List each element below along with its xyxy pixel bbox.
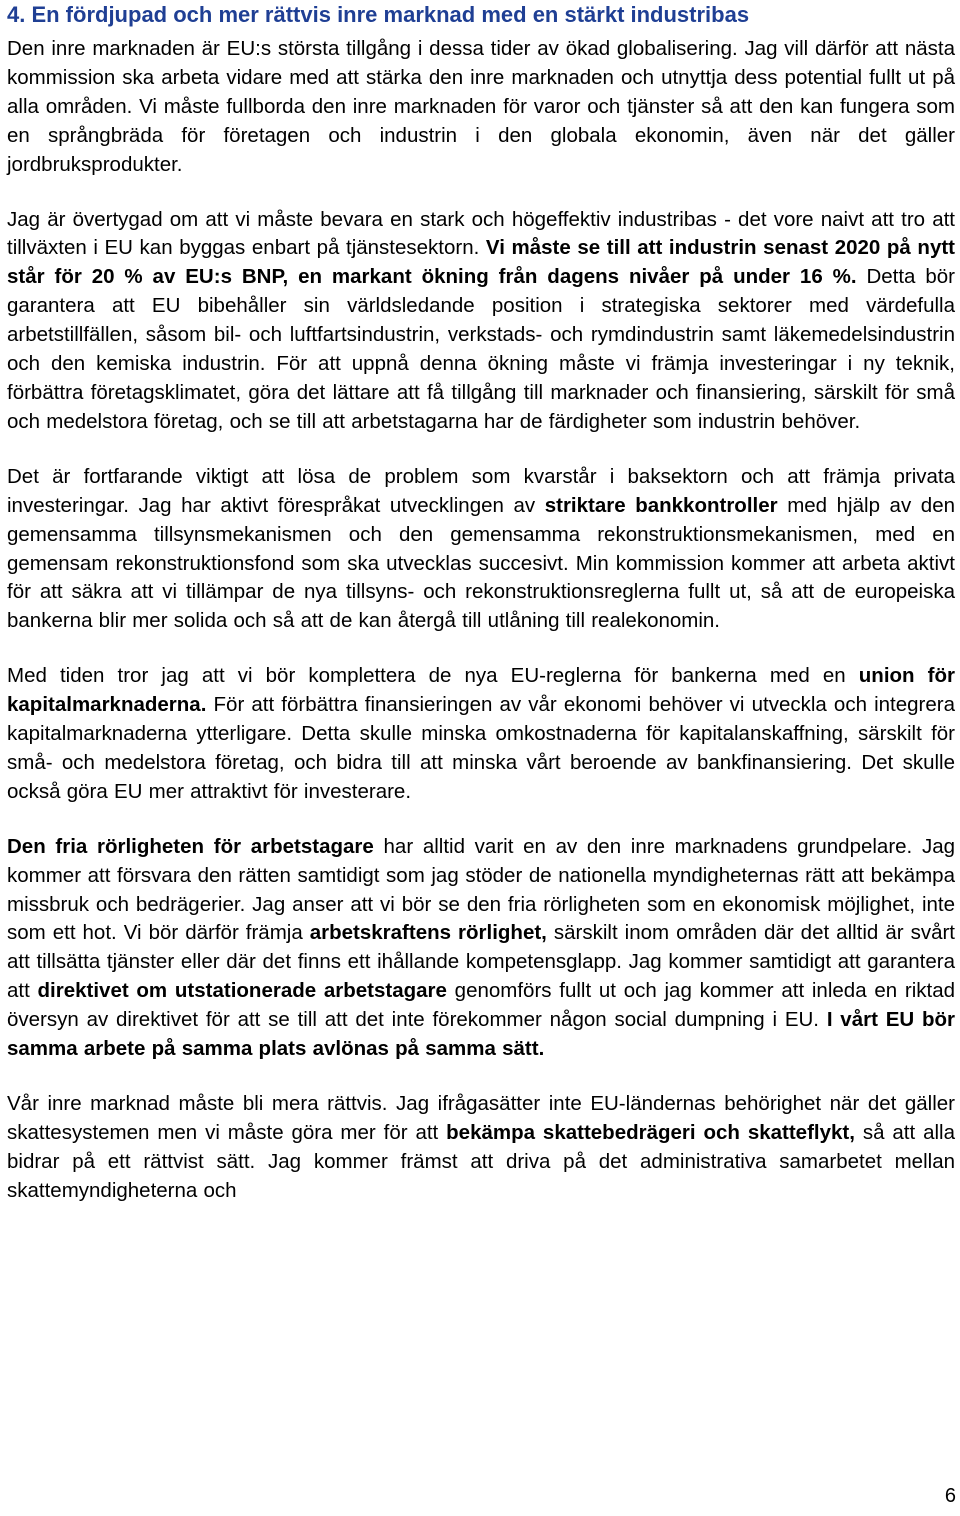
paragraph-capital-markets bbox=[7, 662, 955, 807]
bold-run: arbetskraftens rörlighet, bbox=[309, 921, 547, 945]
paragraph-free-movement bbox=[7, 833, 955, 1064]
bold-run: bekämpa skattebedrägeri och skatteflykt, bbox=[446, 1120, 855, 1144]
bold-run: union för kapitalmarknaderna. bbox=[7, 664, 955, 717]
bold-run: I vårt EU bör samma arbete på samma plats avlönas på samma sätt. bbox=[7, 1008, 956, 1061]
bold-run: Den fria rörligheten för arbetstagare bbox=[7, 834, 374, 858]
bold-run: striktare bankkontroller bbox=[544, 493, 778, 517]
paragraph-industrial-base bbox=[7, 206, 955, 437]
text-run: särskilt inom områden där det alltid är svårt att tillsätta tjänster eller där det finns ett ihållande kompetensglapp. Jag kommer samtidigt att garantera att bbox=[7, 921, 955, 1003]
bold-run: Vi måste se till att industrin senast 2020 på nytt står för 20 % av EU:s BNP, en markant ökning från dagens nivåer på under 16 %. bbox=[7, 236, 956, 289]
text-run: har alltid varit en av den inre marknadens grundpelare. Jag kommer att försvara den rätten samtidigt som jag stöder de nationella myndigheternas rätt att bekämpa missbruk och bedrägerier. Jag anser att vi bör se den fria rörligheten som en ekonomisk möjlighet, inte som ett hot. Vi bör därför främja bbox=[7, 834, 955, 945]
text-run: Vår inre marknad måste bli mera rättvis. Jag ifrågasätter inte EU-ländernas behörighet när det gäller skattesystemen men vi måste göra mer för att bbox=[7, 1092, 955, 1144]
text-run: Detta bör garantera att EU bibehåller sin världsledande position i strategiska sektorer med värdefulla arbetstillfällen, såsom bil- och luftfartsindustrin, verkstads- och rymdindustrin samt läkemedelsindustrin och den kemiska industrin. För att uppnå denna ökning måste vi främja investeringar i ny teknik, förbättra företagsklimatet, göra det lättare att få tillgång till marknader och finansiering, särskilt för små och medelstora företag, och se till att arbetstagarna har de färdigheter som industrin behöver. bbox=[7, 265, 955, 433]
text-run: så att alla bidrar på ett rättvist sätt. Jag kommer främst att driva på det administrativa samarbetet mellan skattemyndigheterna och bbox=[7, 1120, 955, 1202]
text-run: För att förbättra finansieringen av vår ekonomi behöver vi utveckla och integrera kapitalmarknaderna ytterligare. Detta skulle minska omkostnaderna för kapitalanskaffning, särskilt för små- och medelstora företag, och bidra till att minska vårt beroende av bankfinansiering. Det skulle också göra EU mer attraktivt för investerare. bbox=[7, 693, 955, 803]
text-run: Med tiden tror jag att vi bör komplettera de nya EU-reglerna för bankerna med en bbox=[7, 664, 859, 688]
text-run: genomförs fullt ut och jag kommer att inleda en riktad översyn av direktivet för att se till att det inte förekommer någon social dumpning i EU. bbox=[7, 979, 955, 1032]
text-run: Jag är övertygad om att vi måste bevara en stark och högeffektiv industribas - det vore naivt att tro att tillväxten i EU kan byggas enbart på tjänstesektorn. bbox=[7, 207, 955, 260]
text-run: Det är fortfarande viktigt att lösa de problem som kvarstår i baksektorn och att främja privata investeringar. Jag har aktivt förespråkat utvecklingen av bbox=[7, 464, 955, 517]
page-number: 6 bbox=[944, 1485, 956, 1507]
text-run: med hjälp av den gemensamma tillsynsmekanismen och den gemensamma rekonstruktionsmekanismen, med en gemensam rekonstruktionsfond som ska utvecklas succesivt. Min kommission kommer att arbeta aktivt för att säkra att vi tillämpar de nya tillsyns- och rekonstruktionsreglerna fullt ut, så att de europeiska bankerna blir mer solida och så att de kan återgå till utlåning till realekonomin. bbox=[7, 493, 955, 633]
paragraph-fair-taxation bbox=[7, 1090, 955, 1206]
document-page bbox=[7, 0, 955, 1232]
section-heading: 4. En fördjupad och mer rättvis inre marknad med en stärkt industribas bbox=[7, 2, 750, 27]
text-run: Den inre marknaden är EU:s största tillgång i dessa tider av ökad globalisering. Jag vill därför att nästa kommission ska arbeta vidare med att stärka den inre marknaden och utnyttja dess potential fullt ut på alla områden. Vi måste fullborda den inre marknaden för varor och tjänster så att den kan fungera som en språngbräda för företagen och industrin i den globala ekonomin, även när det gäller jordbruksprodukter. bbox=[7, 37, 955, 176]
paragraph-inner-market bbox=[7, 35, 955, 180]
bold-run: direktivet om utstationerade arbetstagare bbox=[37, 979, 447, 1003]
paragraph-bank-sector bbox=[7, 463, 955, 636]
